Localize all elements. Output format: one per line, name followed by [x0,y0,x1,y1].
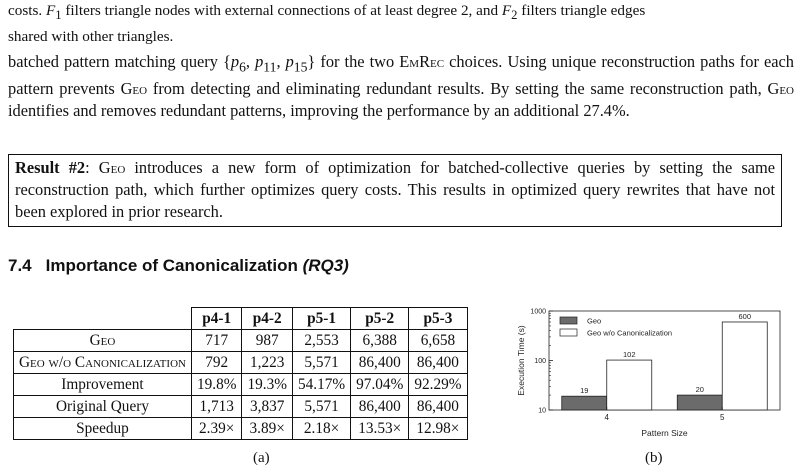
y-tick-label: 100 [534,358,546,365]
bar [607,360,652,410]
caption-a: (a) [253,450,270,466]
bar-value-label: 19 [580,386,589,396]
table-row [14,396,468,418]
table-row [14,330,468,352]
x-tick-label: 5 [720,413,725,422]
legend-label: Geo [587,316,602,326]
x-tick-label: 4 [604,413,609,422]
table-cell: 1,713 [191,396,242,418]
col-header: p5-2 [351,308,409,330]
bar [562,396,607,410]
top-line-2: shared with other triangles. [8,28,174,46]
row-label: Improvement [14,374,192,396]
col-header: p4-1 [191,308,242,330]
table-row [14,374,468,396]
top-paragraph [8,0,794,47]
y-tick-label: 10 [538,407,546,415]
col-header: p5-1 [292,308,350,330]
row-label: Speedup [14,418,192,440]
table-cell: 92.29% [409,374,467,396]
section-heading: 7.4 Importance of Canonicalization (RQ3) [8,256,349,275]
table-cell: 1,223 [242,352,293,374]
table-cell: 13.53× [351,418,409,440]
bar-value-label: 600 [738,311,752,321]
legend-swatch [560,329,577,336]
col-header: p4-2 [242,308,293,330]
table-cell: 5,571 [292,396,350,418]
result-box: Result #2: Geo introduces a new form of optimization for batched-collective queries by setting the same reconstruction path, which further optimizes query costs. This results in optimized query rewrites that have not been explored in prior research. [8,154,782,227]
table-cell: 2.39× [191,418,242,440]
results-table [13,307,468,440]
table-cell: 3.89× [242,418,293,440]
row-label: Original Query [14,396,192,418]
table-cell: 86,400 [409,396,467,418]
y-tick-label: 1000 [530,308,546,316]
table-cell: 6,658 [409,330,467,352]
table-cell: 86,400 [409,352,467,374]
col-header: p5-3 [409,308,467,330]
table-cell: 6,388 [351,330,409,352]
table-cell: 2.18× [292,418,350,440]
row-label: Geo [14,330,192,352]
legend-label: Geo w/o Canonicalization [587,328,673,338]
table-cell: 987 [242,330,293,352]
table-row [14,418,468,440]
result-label: Result #2 [15,158,86,177]
table-cell: 97.04% [351,374,409,396]
table-cell: 19.8% [191,374,242,396]
table-row [14,352,468,374]
table-cell: 54.17% [292,374,350,396]
x-axis-label: Pattern Size [641,428,688,438]
y-axis-label: Execution Time (s) [516,325,526,396]
top-line-1: costs. $F_1$ filters triangle nodes with external connections of at least degree 2, and $F_2$ filters triangle edges [8,2,646,23]
caption-b: (b) [645,450,663,466]
table-cell: 2,553 [292,330,350,352]
legend-swatch [560,317,577,324]
bar-value-label: 102 [622,350,636,360]
table-cell: 3,837 [242,396,293,418]
bar [722,322,767,410]
table-header-row [14,308,468,330]
bar-value-label: 20 [695,385,704,395]
table-cell: 717 [191,330,242,352]
row-label: Geo w/o Canonicalization [14,352,192,374]
table-cell: 86,400 [351,352,409,374]
table-corner [14,308,192,330]
body-paragraph: batched pattern matching query {$p_6$, $p_{11}$, $p_{15}$} for the two EmRec choices. Using unique reconstruction paths for each pattern prevents Geo from detecting and eliminating redundant results. By setting the same reconstruction path, Geo identifies and removes redundant patterns, improving the performance by an additional 27.4%. [8,52,794,121]
table-cell: 5,571 [292,352,350,374]
table-cell: 12.98× [409,418,467,440]
bar [677,395,722,410]
execution-time-chart [510,303,800,443]
table-cell: 792 [191,352,242,374]
table-cell: 86,400 [351,396,409,418]
table-cell: 19.3% [242,374,293,396]
